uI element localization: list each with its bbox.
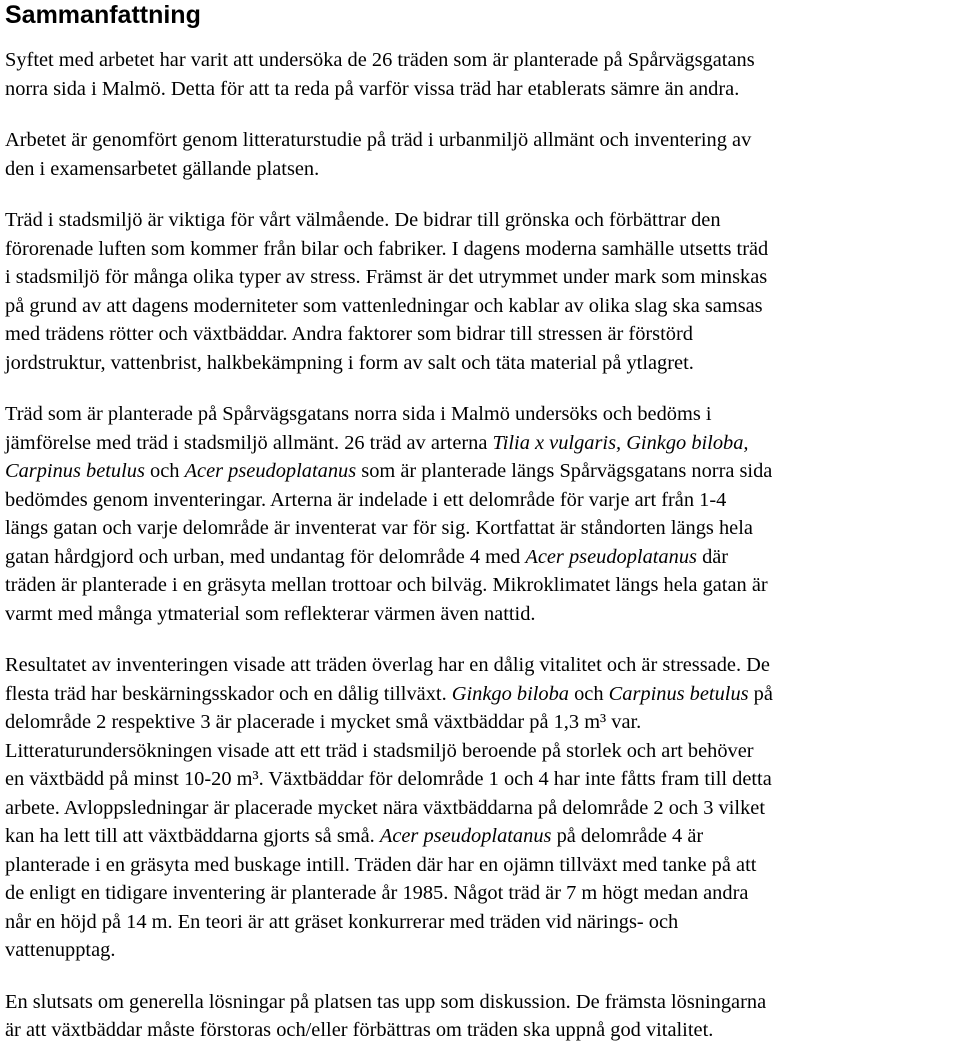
text-line (5, 46, 955, 75)
text-line (5, 457, 955, 486)
text-line (5, 126, 955, 155)
text-run: och (569, 682, 609, 705)
species-name: Acer pseudoplatanus (379, 825, 552, 847)
species-name: Ginkgo biloba (451, 682, 570, 705)
text-line (5, 1016, 955, 1045)
text-run: kan ha lett till att växtbäddarna gjorts så små. (5, 825, 380, 847)
text-run: En slutsats om generella lösningar på platsen tas upp som diskussion. De främsta lösningarna (5, 990, 767, 1013)
text-line (5, 75, 955, 104)
text-run: på grund av att dagens moderniteter som vattenledningar och kablar av olika slag ska samsas (5, 294, 763, 317)
text-run: vattenupptag. (5, 939, 116, 961)
paragraph (5, 400, 955, 628)
text-run: norra sida i Malmö. Detta för att ta reda på varför vissa träd har etablerats sämre än andra. (5, 77, 740, 100)
paragraph (5, 988, 955, 1045)
document-page (5, 0, 955, 1045)
text-line (5, 155, 955, 184)
text-run: och (144, 460, 185, 482)
text-line (5, 543, 955, 572)
text-line (5, 936, 955, 965)
text-run: bedömdes genom inventeringar. Arterna är indelade i ett delområde för varje art från 1-4 (5, 488, 727, 511)
species-name: Carpinus betulus (5, 460, 145, 482)
text-line (5, 794, 955, 823)
text-run: där (696, 545, 729, 568)
text-line (5, 486, 955, 515)
text-run: når en höjd på 14 m. En teori är att gräset konkurrerar med träden vid närings- och (5, 910, 679, 933)
paragraph (5, 126, 955, 183)
text-line (5, 600, 955, 629)
text-run: Arbetet är genomfört genom litteraturstudie på träd i urbanmiljö allmänt och inventering av (5, 129, 752, 151)
text-run: jordstruktur, vattenbrist, halkbekämpning i form av salt och täta material på ytlagret. (5, 351, 694, 374)
paragraph (5, 46, 955, 103)
text-run: gatan hårdgjord och urban, med undantag för delområde 4 med (5, 545, 526, 568)
text-run: de enligt en tidigare inventering är planterade år 1985. Något träd är 7 m högt medan andra (5, 882, 749, 904)
text-line (5, 708, 955, 737)
document-body (5, 46, 955, 1045)
species-name: Acer pseudoplatanus (525, 545, 697, 568)
text-line (5, 349, 955, 378)
paragraph (5, 651, 955, 965)
paragraph (5, 206, 955, 377)
text-line (5, 235, 955, 264)
text-run: Resultatet av inventeringen visade att träden överlag har en dålig vitalitet och är stressade. De (5, 654, 770, 676)
text-run: planterade i en gräsyta med buskage intill. Träden där har en ojämn tillväxt med tanke på att (5, 853, 757, 876)
species-name: Carpinus betulus (608, 682, 749, 705)
text-line (5, 400, 955, 429)
text-line (5, 822, 955, 851)
text-line (5, 571, 955, 600)
text-line (5, 765, 955, 794)
text-line (5, 988, 955, 1017)
text-line (5, 514, 955, 543)
section-heading: Sammanfattning (5, 1, 201, 29)
text-run: är att växtbäddar måste förstoras och/eller förbättras om träden ska uppnå god vitalitet. (5, 1019, 714, 1041)
text-run: varmt med många ytmaterial som reflekterar värmen även nattid. (5, 602, 536, 625)
text-run: delområde 2 respektive 3 är placerade i mycket små växtbäddar på 1,3 m³ var. (5, 711, 642, 733)
text-line (5, 680, 955, 709)
text-run: i stadsmiljö för många olika typer av stress. Främst är det utrymmet under mark som minskas (5, 266, 768, 288)
text-run: Träd i stadsmiljö är viktiga för vårt välmående. De bidrar till grönska och förbättrar den (5, 209, 721, 231)
text-run: den i examensarbetet gällande platsen. (5, 157, 320, 180)
text-line (5, 320, 955, 349)
text-run: Träd som är planterade på Spårvägsgatans norra sida i Malmö undersöks och bedöms i (5, 403, 712, 425)
text-run: jämförelse med träd i stadsmiljö allmänt. 26 träd av arterna (5, 431, 493, 454)
text-run: Syftet med arbetet har varit att undersöka de 26 träden som är planterade på Spårvägsgatans (5, 49, 755, 71)
text-run: på delområde 4 är (551, 825, 704, 847)
text-line (5, 292, 955, 321)
text-line (5, 651, 955, 680)
text-line (5, 429, 955, 458)
text-line (5, 908, 955, 937)
text-run: med trädens rötter och växtbäddar. Andra faktorer som bidrar till stressen är förstörd (5, 323, 693, 345)
text-line (5, 263, 955, 292)
text-run: träden är planterade i en gräsyta mellan trottoar och bilväg. Mikroklimatet längs hela gatan är (5, 574, 768, 596)
text-line (5, 879, 955, 908)
text-line (5, 206, 955, 235)
text-run: en växtbädd på minst 10-20 m³. Växtbäddar för delområde 1 och 4 har inte fåtts fram till detta (5, 768, 772, 790)
species-name: Tilia x vulgaris, Ginkgo biloba, (492, 431, 749, 454)
text-run: på (748, 682, 773, 705)
text-line (5, 737, 955, 766)
text-run: Litteraturundersökningen visade att ett träd i stadsmiljö beroende på storlek och art behöver (5, 739, 754, 762)
text-run: längs gatan och varje delområde är inventerat var för sig. Kortfattat är ståndorten längs hela (5, 517, 753, 539)
text-run: arbete. Avloppsledningar är placerade mycket nära växtbäddarna på delområde 2 och 3 vilket (5, 796, 765, 819)
text-run: förorenade luften som kommer från bilar och fabriker. I dagens moderna samhälle utsetts träd (5, 237, 769, 260)
text-run: flesta träd har beskärningsskador och en dålig tillväxt. (5, 682, 452, 705)
text-run: som är planterade längs Spårvägsgatans norra sida (356, 460, 773, 482)
species-name: Acer pseudoplatanus (184, 460, 357, 482)
text-line (5, 851, 955, 880)
